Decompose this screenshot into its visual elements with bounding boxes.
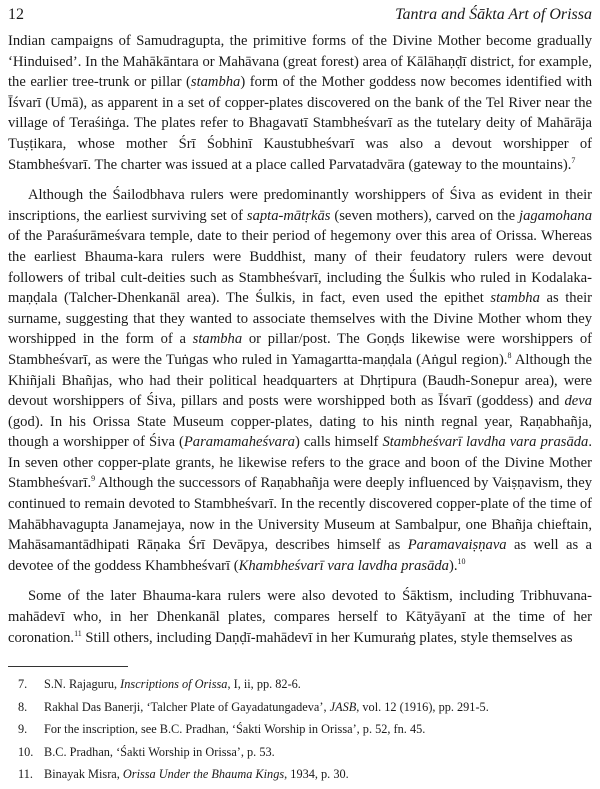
footnote-number: 9. bbox=[18, 722, 28, 737]
body-text: Although the Khiñjali Bhañjas, who had their political headquarters at Dhṛtipura (Baudh-Sonepur area), were devout worshippers of Śiva, pillars and posts were worshipped both as Īśvarī (goddess) and bbox=[8, 351, 593, 410]
footnote bbox=[8, 673, 592, 696]
body-text: as well as a devotee of the goddess Khambheśvarī ( bbox=[8, 537, 592, 574]
paragraph-2 bbox=[8, 185, 592, 576]
body-italic-text: deva bbox=[564, 393, 592, 410]
footnote-text: Binayak Misra, bbox=[44, 767, 123, 782]
body-italic-text: Paramamaheśvara bbox=[183, 434, 295, 451]
body-italic-text: stambha bbox=[192, 331, 243, 348]
footnote-number: 8. bbox=[18, 699, 28, 714]
footnote-text: For the inscription, see B.C. Pradhan, ‘Śakti Worship in Orissa’, p. 52, fn. 45. bbox=[44, 722, 426, 737]
body-italic-text: sapta-mātṛkās bbox=[246, 207, 331, 224]
footnote-ref: 10 bbox=[457, 556, 466, 566]
body-text: Although the Śailodbhava rulers were predominantly worshippers of Śiva as evident in their inscriptions, the earliest surviving set of bbox=[8, 187, 592, 224]
footnote-text: Rakhal Das Banerji, ‘Talcher Plate of Gayadatungadeva’, bbox=[44, 699, 330, 714]
footnote-ref: 7 bbox=[571, 155, 576, 165]
footnote-text: S.N. Rajaguru, bbox=[44, 677, 121, 691]
body-text: ) calls himself bbox=[294, 434, 383, 451]
body-text: (seven mothers), carved on the bbox=[330, 207, 520, 224]
footnote bbox=[8, 741, 592, 764]
footnote-number: 10. bbox=[18, 744, 34, 759]
footnote-number: 7. bbox=[18, 677, 28, 691]
footnote-text: , vol. 12 (1916), pp. 291-5. bbox=[356, 699, 489, 714]
footnote-text bbox=[44, 763, 592, 786]
footnote-text: B.C. Pradhan, ‘Śakti Worship in Orissa’, p. 53. bbox=[44, 744, 275, 759]
body-text: . In seven other copper-plate grants, he likewise refers to the grace and boon of the Divine Mother Stambheśvarī. bbox=[8, 434, 592, 492]
footnote-ref: 11 bbox=[74, 628, 82, 638]
running-title: Tantra and Śākta Art of Orissa bbox=[395, 6, 592, 23]
footnote bbox=[8, 763, 592, 786]
body-text: Still others, including Daṇḍī-mahādevī in her Kumuraṅg plates, style themselves as bbox=[81, 629, 573, 646]
body-text: ) form of the Mother goddess now becomes identified with Īśvarī (Umā), as apparent in a set of copper-plates discovered on the bank of the Tel River near the village of Teraśiṅga. The plates refer to Bhagavatī Stambheśvarī as the tutelary deity of Mahārāja Tuṣṭikara, whose mother Śrī Śobhinī Kaustubheśvarī was also a devout worshipper of Stambheśvarī. The charter was issued at a place called Parvatadvāra (gateway to the mountains). bbox=[8, 74, 593, 173]
footnote-ref: 9 bbox=[91, 474, 96, 484]
body-text: Although the successors of Raṇabhañja were deeply influenced by Vaiṣṇavism, they continued to remain devoted to Stambheśvarī. In the recently discovered copper-plate of the time of Mahābhavagupta Janamejaya, now in the University Museum at Sambalpur, one Bhañja chieftain, Mahāsamantādhipati Rāṇaka Śrī Devāpya, describes himself as bbox=[8, 475, 592, 554]
body-italic-text: stambha bbox=[490, 290, 540, 307]
page-number: 12 bbox=[8, 6, 24, 23]
footnote-italic-text: Orissa Under the Bhauma Kings bbox=[122, 767, 285, 782]
body-italic-text: stambha bbox=[190, 74, 241, 91]
page-header bbox=[8, 6, 592, 26]
footnote-italic-text: Inscriptions of Orissa bbox=[120, 677, 228, 691]
body-text: of the Paraśurāmeśvara temple, date to their period of hegemony over this area of Orissa. Whereas the earliest Bhauma-kara rulers were Buddhist, many of their feudatory rulers were devout followers of tribal cult-deities such as Stambheśvarī, including the Śulkis who ruled in Kodalaka-maṇḍala (Talcher-Dhenkanāl area). The Śulkis, in fact, even used the epithet bbox=[8, 228, 592, 307]
body-text: ). bbox=[448, 557, 458, 574]
body-text: as their surname, suggesting that they wanted to associate themselves with the Divine Mother whom they worshipped in the form of a bbox=[8, 290, 592, 348]
body-text: (god). In his Orissa State Museum copper-plates, dating to his ninth regnal year, Raṇabhañja, though a worshipper of Śiva ( bbox=[8, 413, 592, 451]
footnote-text: , I, ii, pp. 82-6. bbox=[227, 677, 301, 691]
body-text bbox=[8, 31, 592, 648]
paragraph-3 bbox=[8, 586, 592, 648]
footnote-text bbox=[44, 696, 592, 719]
footnotes bbox=[8, 673, 592, 786]
footnote bbox=[8, 696, 592, 719]
footnote-text bbox=[44, 718, 592, 741]
body-text: or pillar/post. The Goṇḍs likewise were worshippers of Stambheśvarī, as were the Tuṅgas who ruled in Yamagartta-maṇḍala (Aṅgul region). bbox=[8, 331, 592, 368]
paragraph-1 bbox=[8, 31, 592, 175]
body-italic-text: jagamohana bbox=[519, 207, 592, 224]
body-text: Indian campaigns of Samudragupta, the primitive forms of the Divine Mother become gradually ‘Hinduised’. In the Mahākāntara or Mahāvana (great forest) area of Kālāhaṇḍī district, for example, the earlier tree-trunk or pillar ( bbox=[8, 33, 592, 91]
body-italic-text: Khambheśvarī vara lavdha prasāda bbox=[238, 557, 449, 574]
footnote-rule bbox=[8, 666, 128, 667]
footnote-italic-text: JASB bbox=[329, 699, 357, 714]
footnote bbox=[8, 718, 592, 741]
body-text: Some of the later Bhauma-kara rulers were also devoted to Śāktism, including Tribhuvana-mahādevī who, in her Dhenkanāl plates, compares herself to Kātyāyanī at the time of her coronation. bbox=[8, 588, 592, 646]
footnote-text bbox=[44, 741, 592, 764]
body-italic-text: Stambheśvarī lavdha vara prasāda bbox=[382, 434, 589, 451]
footnote-ref: 8 bbox=[507, 351, 512, 361]
footnote-text: , 1934, p. 30. bbox=[284, 767, 349, 782]
footnote-text bbox=[44, 673, 592, 696]
footnote-number: 11. bbox=[18, 767, 33, 782]
body-italic-text: Paramavaiṣṇava bbox=[407, 537, 507, 554]
